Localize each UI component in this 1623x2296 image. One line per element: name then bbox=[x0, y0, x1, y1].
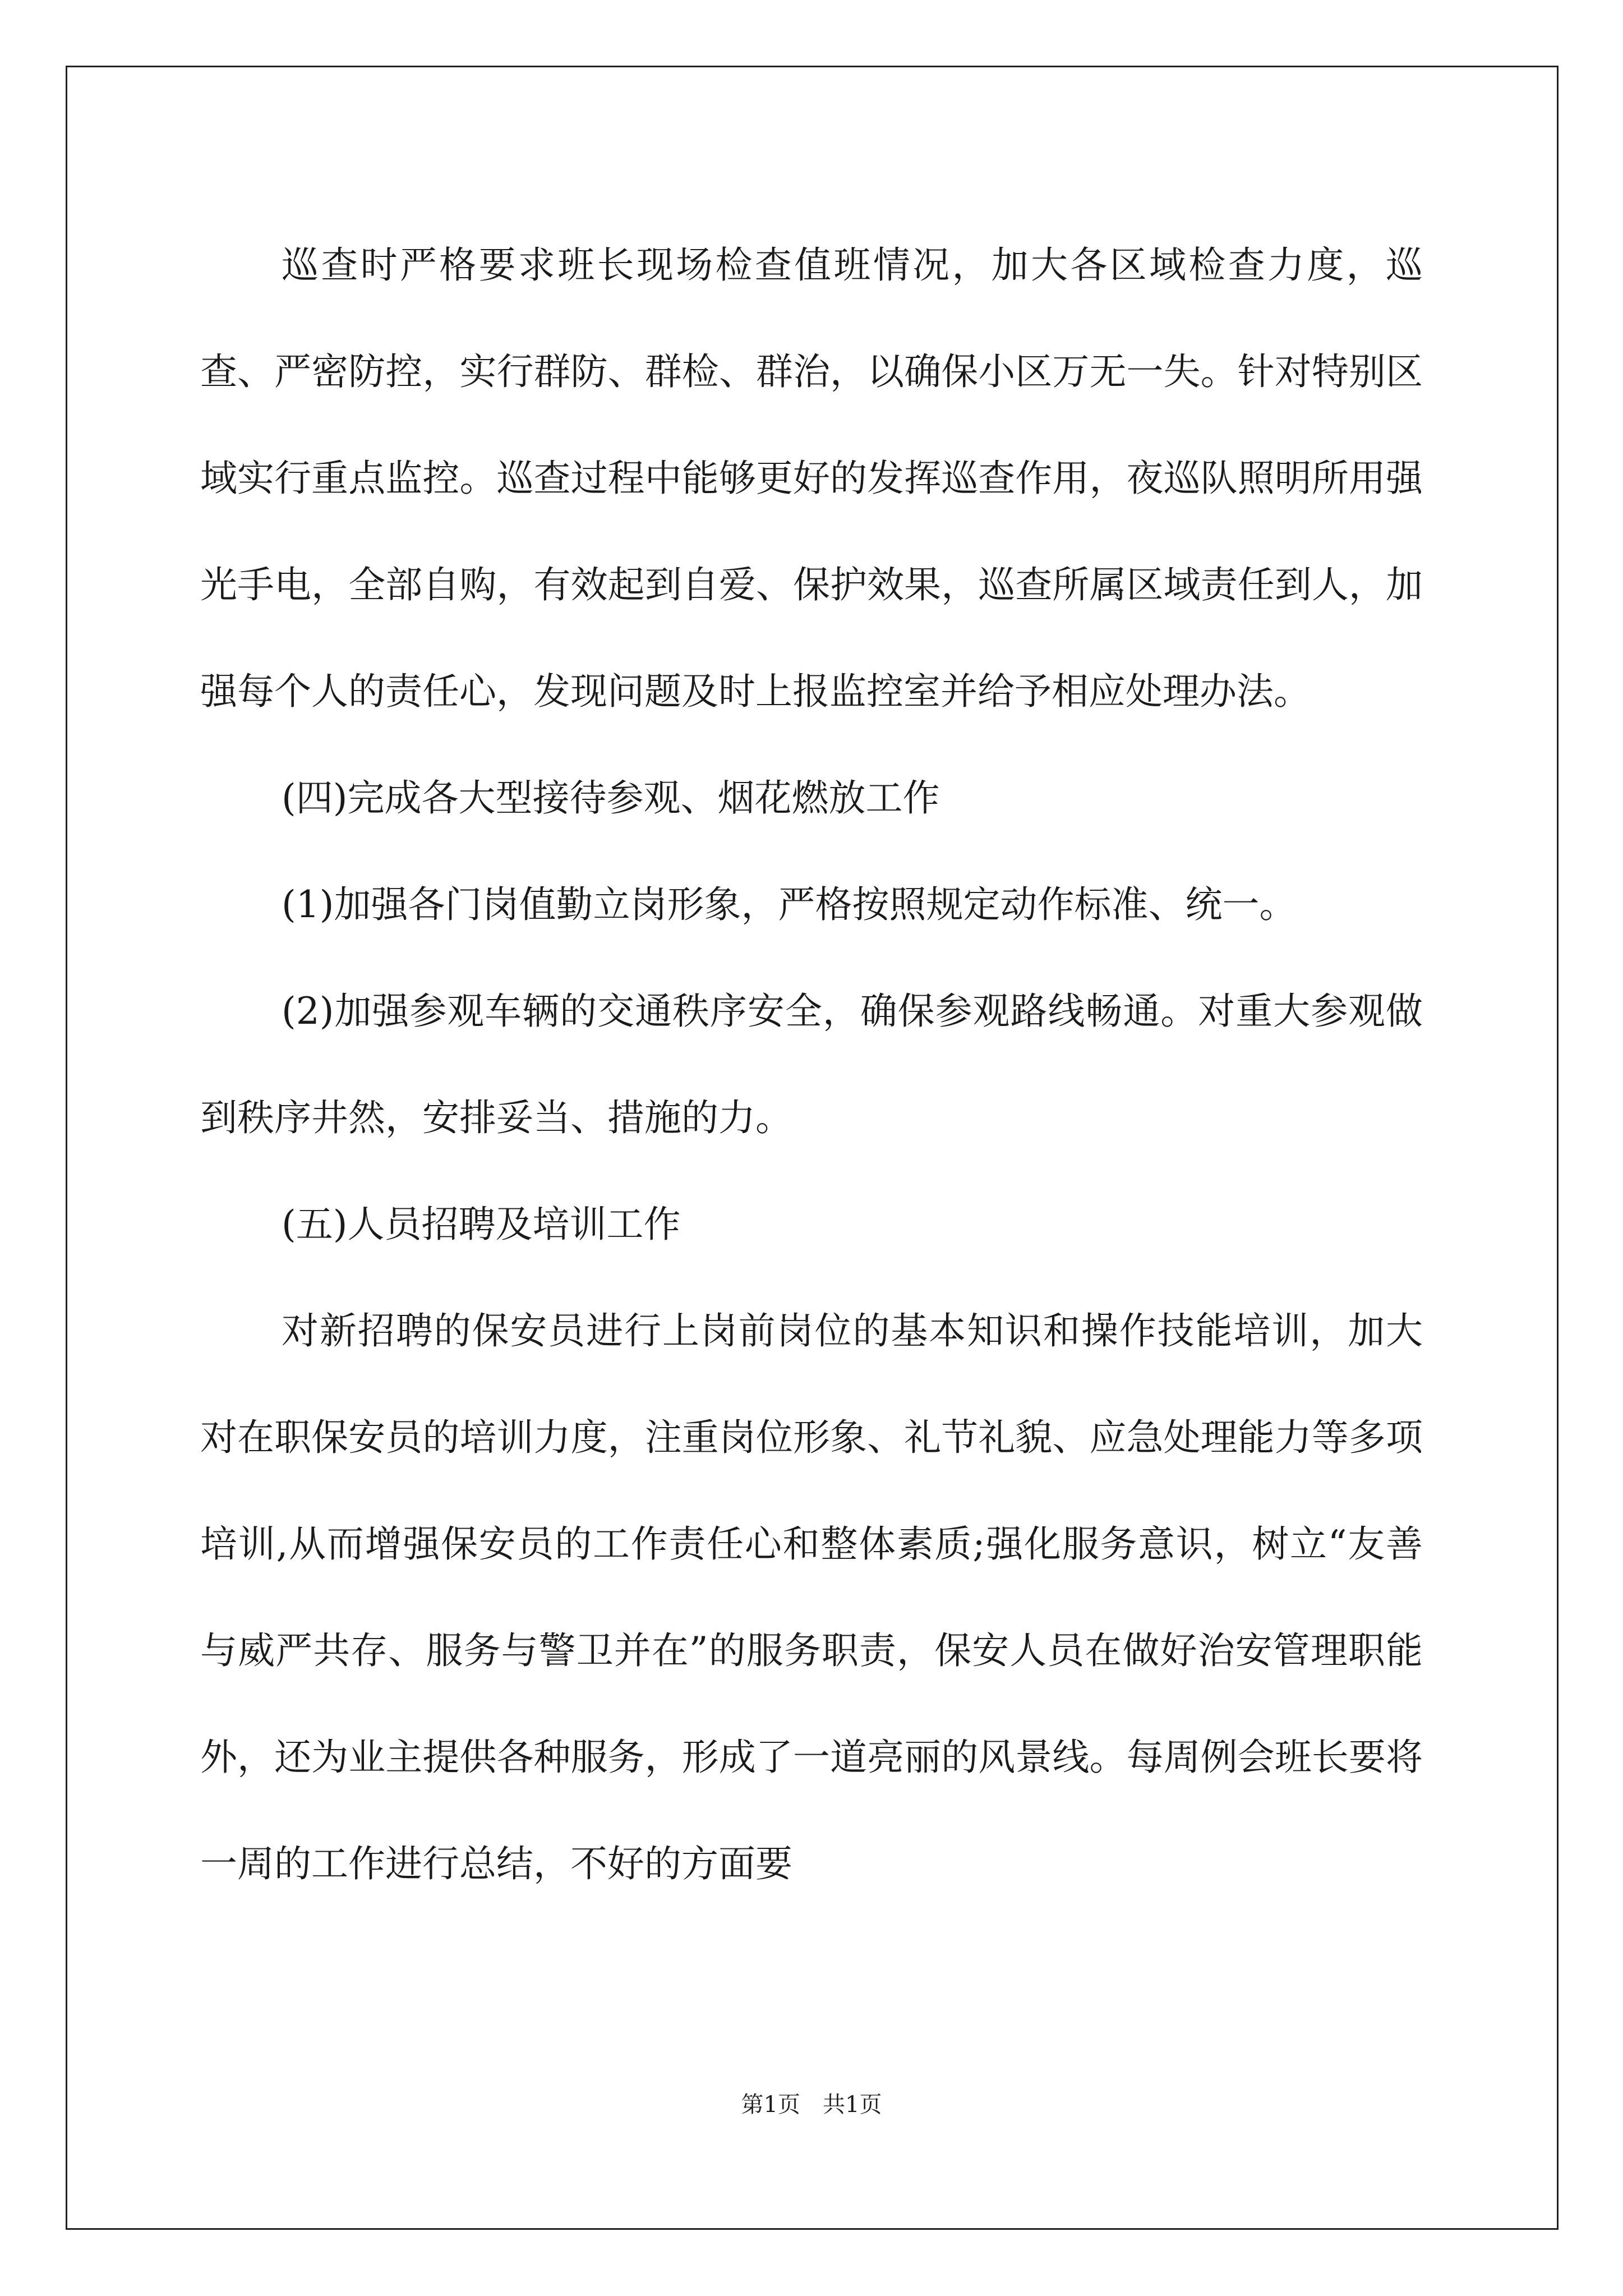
heading-section-five: (五)人员招聘及培训工作 bbox=[282, 1203, 681, 1246]
paragraph-training: 对新招聘的保安员进行上岗前岗位的基本知识和操作技能培训，加大对在职保安员的培训力度，注重岗位形象、礼节礼貌、应急处理能力等多项培训,从而增强保安员的工作责任心和整体素质;强化服务意识，树立“友善与威严共存、服务与警卫并在”的服务职责，保安人员在做好治安管理职能外，还为业主提供各种服务，形成了一道亮丽的风景线。每周例会班长要将一周的工作进行总结，不好的方面要 bbox=[200, 1309, 1423, 1885]
page-footer: 第1页 共1页 bbox=[741, 2092, 882, 2118]
list-item-1: (1)加强各门岗值勤立岗形象，严格按照规定动作标准、统一。 bbox=[282, 883, 1297, 926]
heading-section-four: (四)完成各大型接待参观、烟花燃放工作 bbox=[282, 776, 940, 820]
list-item-2: (2)加强参观车辆的交通秩序安全，确保参观路线畅通。对重大参观做到秩序井然，安排妥当、措施的力。 bbox=[200, 990, 1423, 1139]
document-body bbox=[200, 212, 1423, 1917]
paragraph-patrol: 巡查时严格要求班长现场检查值班情况，加大各区域检查力度，巡查、严密防控，实行群防、群检、群治，以确保小区万无一失。针对特别区域实行重点监控。巡查过程中能够更好的发挥巡查作用，夜巡队照明所用强光手电，全部自购，有效起到自爱、保护效果，巡查所属区域责任到人，加强每个人的责任心，发现问题及时上报监控室并给予相应处理办法。 bbox=[200, 243, 1423, 713]
